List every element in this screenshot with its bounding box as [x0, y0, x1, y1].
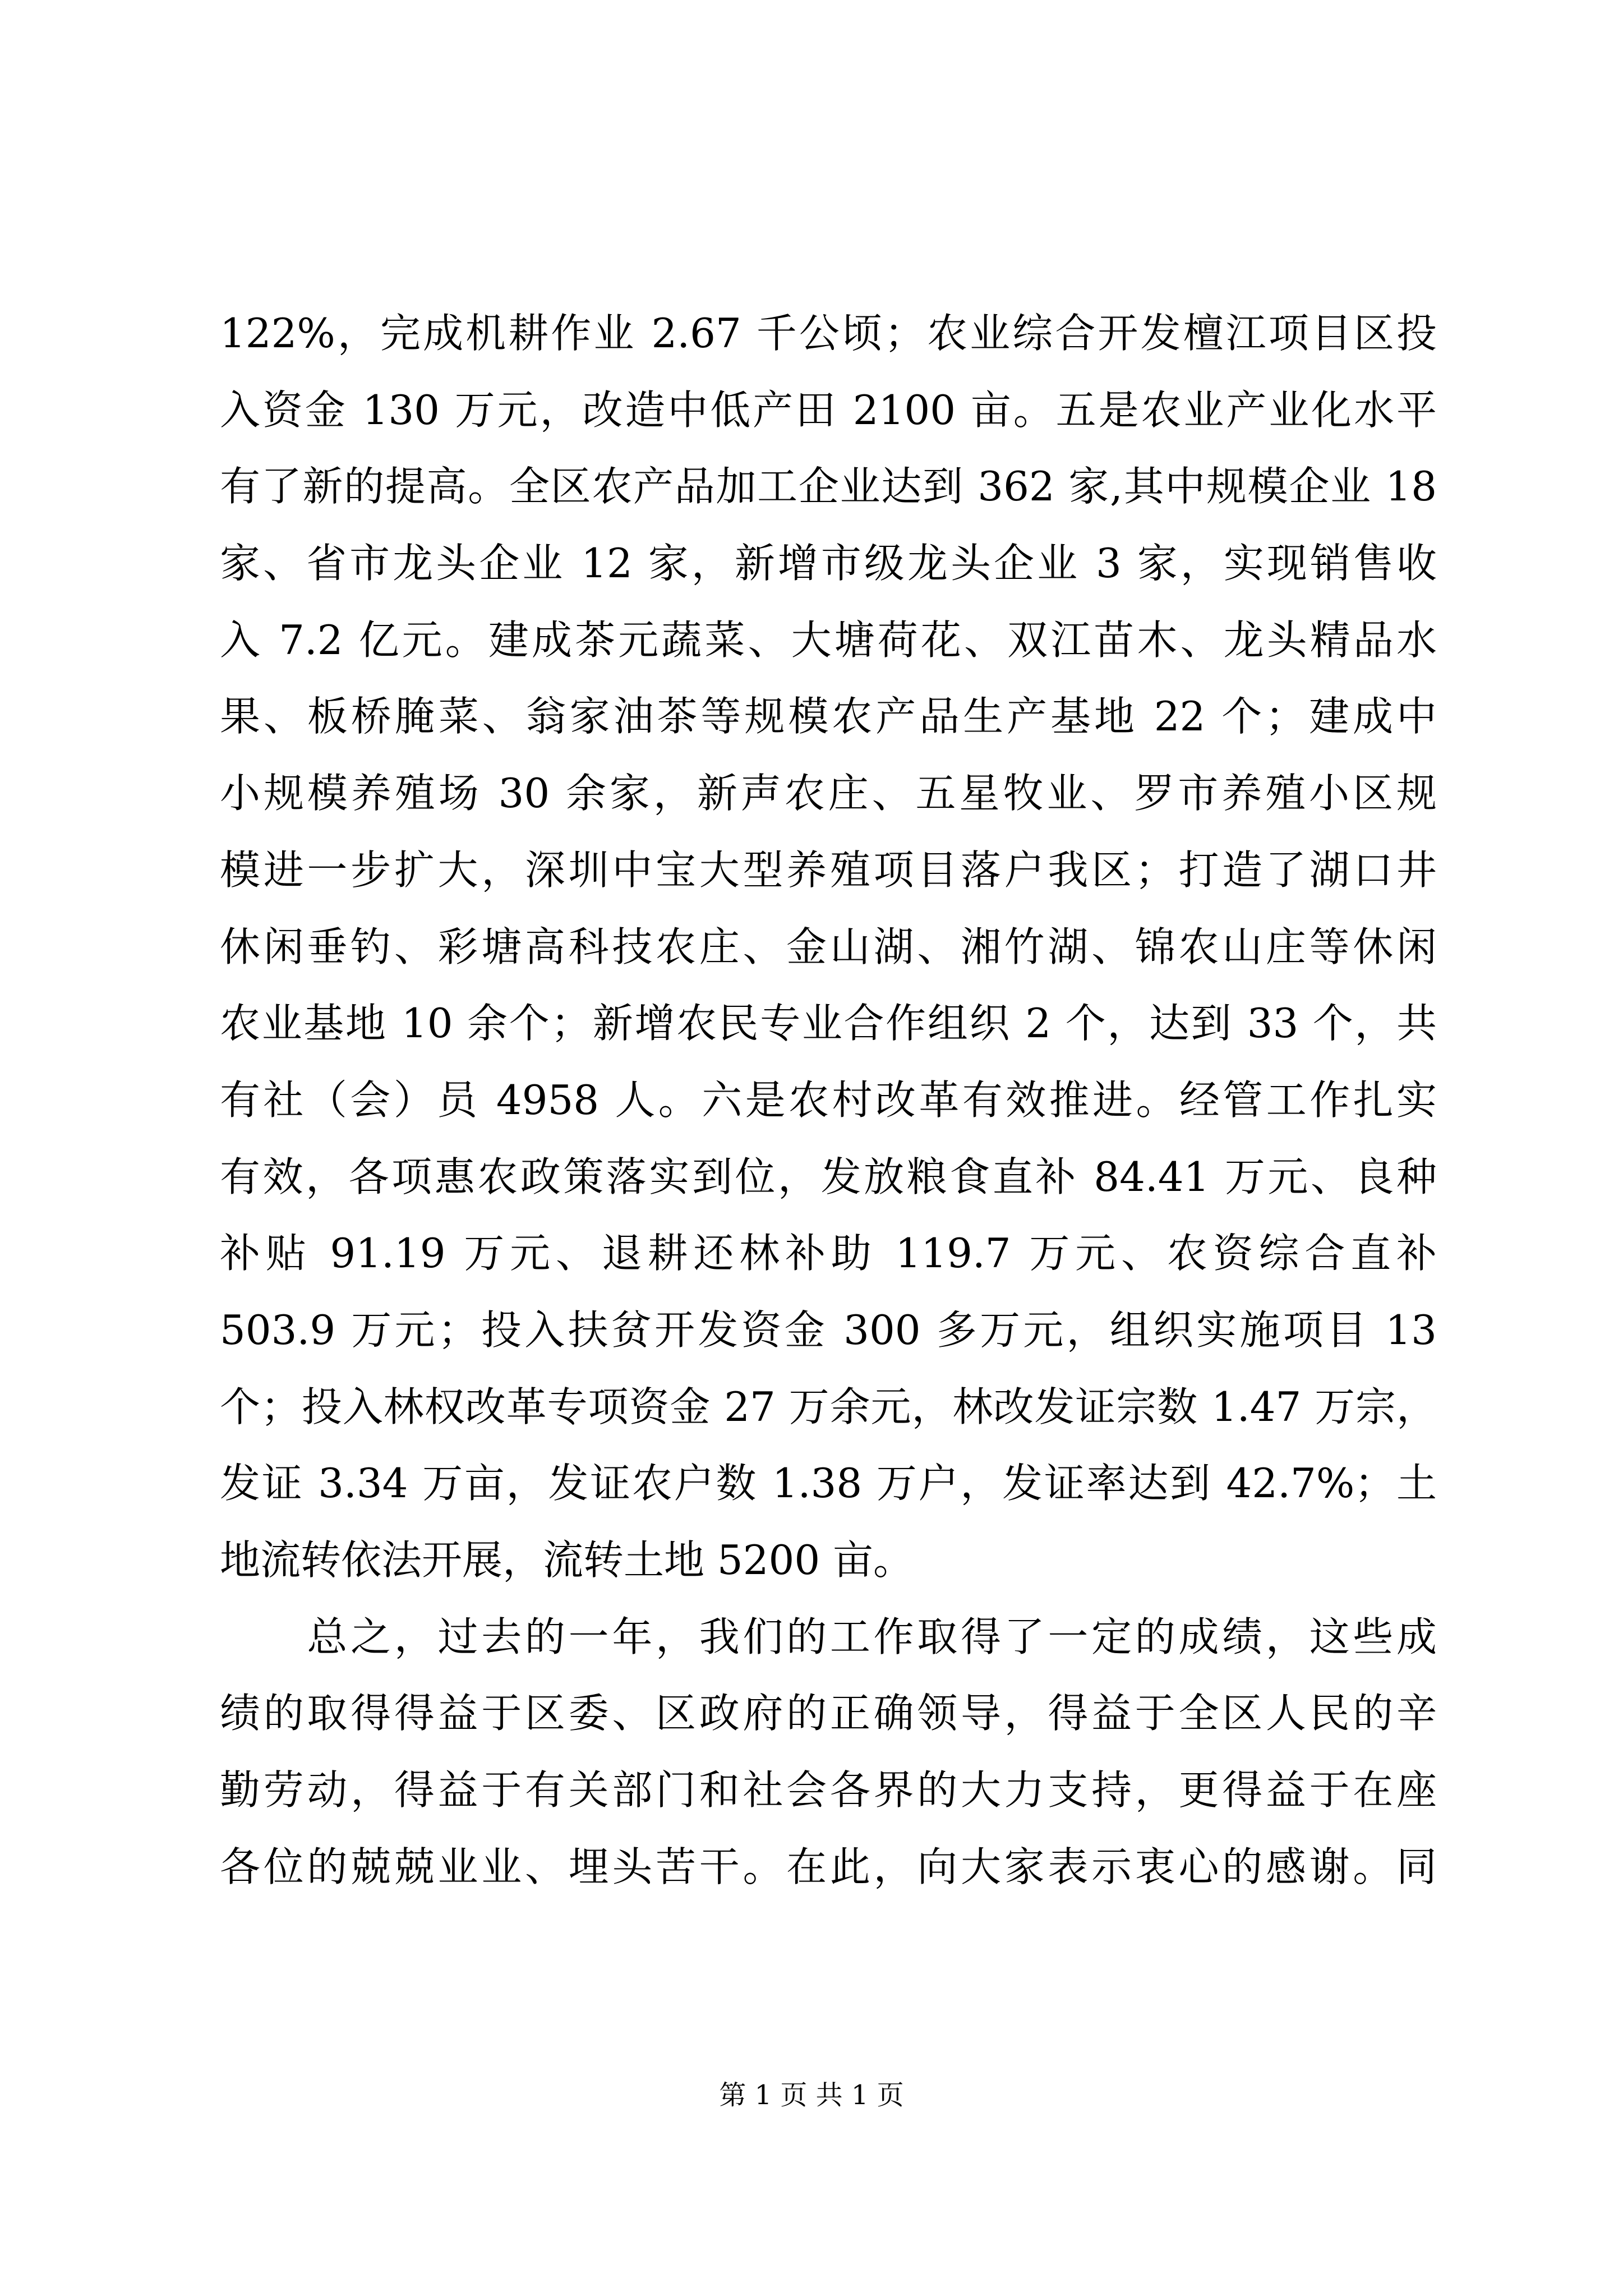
text-line: 入资金 130 万元，改造中低产田 2100 亩。五是农业产业化水平	[220, 386, 1437, 434]
text-line: 有效，各项惠农政策落实到位，发放粮食直补 84.41 万元、良种	[220, 1153, 1437, 1200]
text-line: 122%，完成机耕作业 2.67 千公顷；农业综合开发檀江项目区投	[220, 310, 1437, 357]
text-line-paragraph-start: 总之，过去的一年，我们的工作取得了一定的成绩，这些成	[220, 1613, 1437, 1660]
text-line: 个；投入林权改革专项资金 27 万余元，林改发证宗数 1.47 万宗，	[220, 1383, 1437, 1430]
text-line: 发证 3.34 万亩，发证农户数 1.38 万户，发证率达到 42.7%；土	[220, 1460, 1437, 1507]
text-line: 家、省市龙头企业 12 家，新增市级龙头企业 3 家，实现销售收	[220, 540, 1437, 587]
text-line: 模进一步扩大，深圳中宝大型养殖项目落户我区；打造了湖口井	[220, 846, 1437, 894]
page-footer	[0, 2076, 1623, 2115]
text-line: 小规模养殖场 30 余家，新声农庄、五星牧业、罗市养殖小区规	[220, 770, 1437, 817]
text-line: 果、板桥腌菜、翁家油茶等规模农产品生产基地 22 个；建成中	[220, 693, 1437, 740]
body-text	[220, 295, 1437, 1905]
text-line: 有社（会）员 4958 人。六是农村改革有效推进。经管工作扎实	[220, 1076, 1437, 1124]
text-line-paragraph-end: 地流转依法开展，流转土地 5200 亩。	[220, 1536, 914, 1584]
text-line: 各位的兢兢业业、埋头苦干。在此，向大家表示衷心的感谢。同	[220, 1843, 1437, 1890]
text-line: 农业基地 10 余个；新增农民专业合作组织 2 个，达到 33 个，共	[220, 1000, 1437, 1047]
text-line: 绩的取得得益于区委、区政府的正确领导，得益于全区人民的辛	[220, 1690, 1437, 1737]
text-line: 补贴 91.19 万元、退耕还林补助 119.7 万元、农资综合直补	[220, 1230, 1437, 1277]
text-line: 503.9 万元；投入扶贫开发资金 300 多万元，组织实施项目 13	[220, 1306, 1437, 1354]
text-line: 休闲垂钓、彩塘高科技农庄、金山湖、湘竹湖、锦农山庄等休闲	[220, 923, 1437, 970]
text-line: 有了新的提高。全区农产品加工企业达到 362 家,其中规模企业 18	[220, 463, 1437, 510]
page-number: 第 1 页 共 1 页	[719, 2079, 904, 2111]
text-line: 勤劳动，得益于有关部门和社会各界的大力支持，更得益于在座	[220, 1766, 1437, 1814]
text-line: 入 7.2 亿元。建成茶元蔬菜、大塘荷花、双江苗木、龙头精品水	[220, 616, 1437, 664]
